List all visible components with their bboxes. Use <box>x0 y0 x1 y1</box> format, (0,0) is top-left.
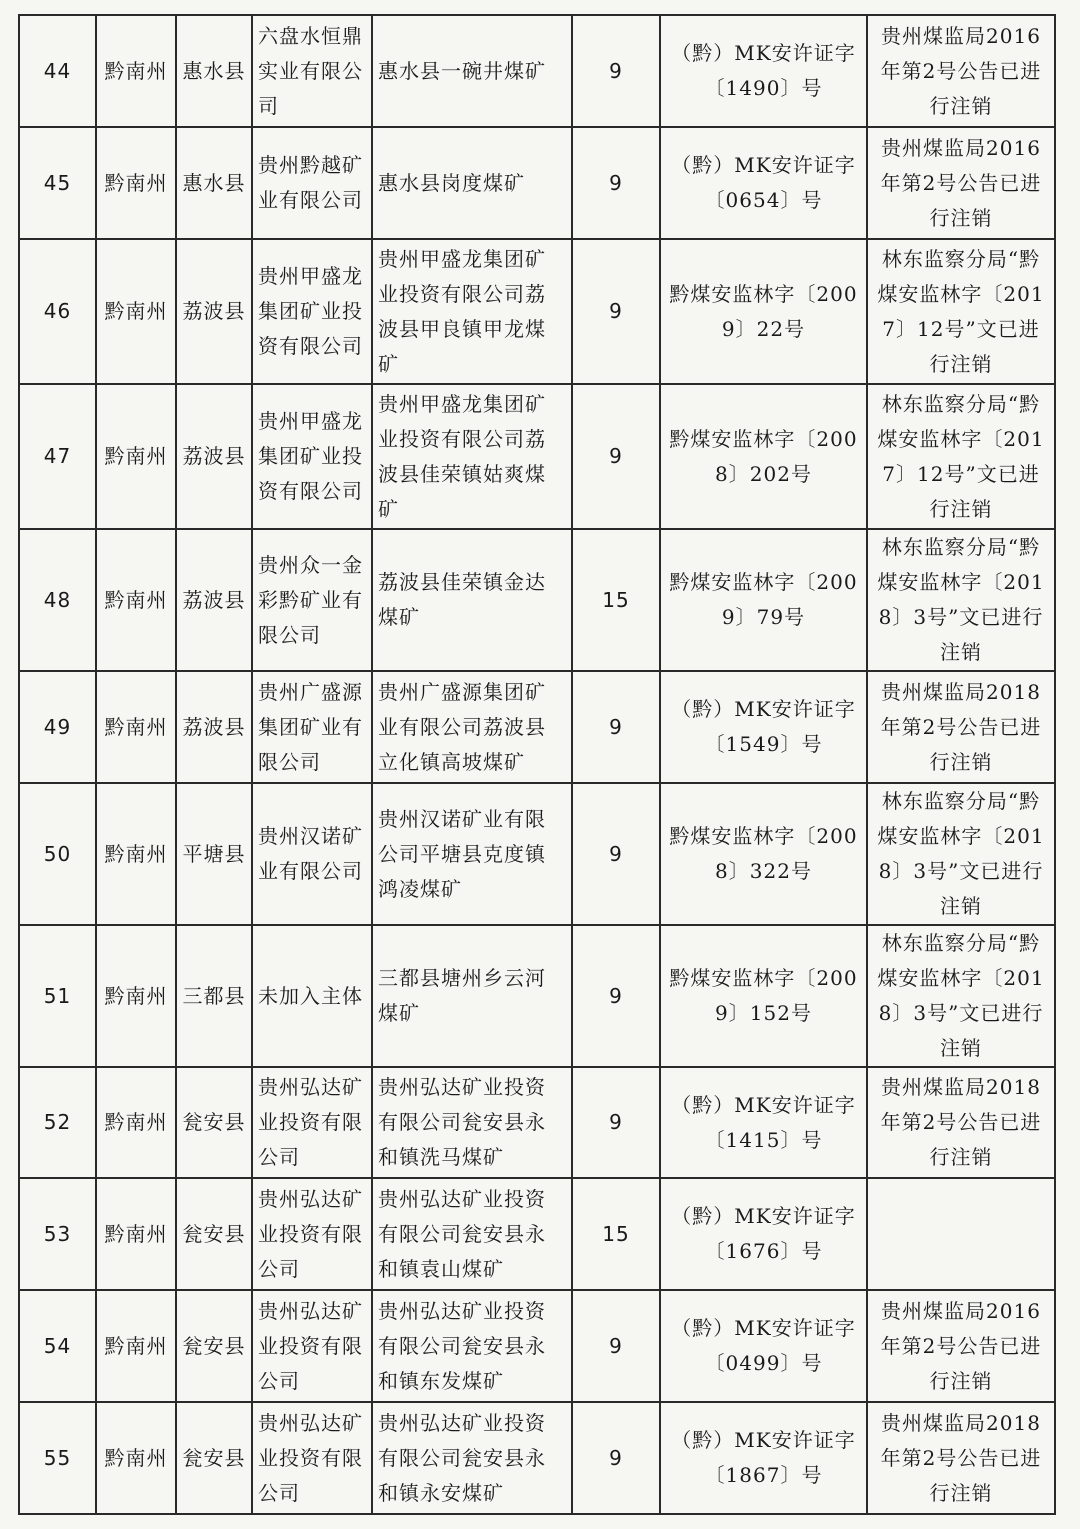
table-row <box>19 15 1055 127</box>
capacity-cell: 15 <box>572 529 660 671</box>
table-row <box>19 671 1055 783</box>
note-cell: 林东监察分局“黔煤安监林字〔2018〕3号”文已进行注销 <box>867 783 1055 925</box>
table-row <box>19 1178 1055 1290</box>
mine-name-cell: 三都县塘州乡云河煤矿 <box>372 925 572 1067</box>
capacity-cell: 9 <box>572 671 660 783</box>
capacity-cell: 9 <box>572 1290 660 1402</box>
note-cell: 贵州煤监局2016年第2号公告已进行注销 <box>867 15 1055 127</box>
owner-cell: 贵州众一金彩黔矿业有限公司 <box>252 529 372 671</box>
county-cell: 惠水县 <box>176 15 252 127</box>
prefecture-cell: 黔南州 <box>96 384 176 529</box>
row-number: 52 <box>19 1067 96 1178</box>
capacity-cell: 9 <box>572 783 660 925</box>
table-row <box>19 783 1055 925</box>
mine-name-cell: 贵州广盛源集团矿业有限公司荔波县立化镇高坡煤矿 <box>372 671 572 783</box>
capacity-cell: 9 <box>572 384 660 529</box>
table-row <box>19 127 1055 239</box>
note-cell <box>867 1178 1055 1290</box>
prefecture-cell: 黔南州 <box>96 1290 176 1402</box>
prefecture-cell: 黔南州 <box>96 1067 176 1178</box>
owner-cell: 贵州弘达矿业投资有限公司 <box>252 1402 372 1514</box>
row-number: 45 <box>19 127 96 239</box>
owner-cell: 未加入主体 <box>252 925 372 1067</box>
prefecture-cell: 黔南州 <box>96 671 176 783</box>
license-cell: （黔）MK安许证字〔0654〕号 <box>660 127 867 239</box>
prefecture-cell: 黔南州 <box>96 15 176 127</box>
capacity-cell: 9 <box>572 1402 660 1514</box>
license-cell: （黔）MK安许证字〔0499〕号 <box>660 1290 867 1402</box>
mine-name-cell: 惠水县岗度煤矿 <box>372 127 572 239</box>
owner-cell: 贵州甲盛龙集团矿业投资有限公司 <box>252 384 372 529</box>
county-cell: 惠水县 <box>176 127 252 239</box>
license-cell: （黔）MK安许证字〔1415〕号 <box>660 1067 867 1178</box>
owner-cell: 贵州广盛源集团矿业有限公司 <box>252 671 372 783</box>
county-cell: 三都县 <box>176 925 252 1067</box>
prefecture-cell: 黔南州 <box>96 925 176 1067</box>
note-cell: 林东监察分局“黔煤安监林字〔2017〕12号”文已进行注销 <box>867 239 1055 384</box>
row-number: 46 <box>19 239 96 384</box>
license-cell: 黔煤安监林字〔2009〕152号 <box>660 925 867 1067</box>
county-cell: 荔波县 <box>176 529 252 671</box>
owner-cell: 贵州弘达矿业投资有限公司 <box>252 1178 372 1290</box>
county-cell: 瓮安县 <box>176 1402 252 1514</box>
county-cell: 荔波县 <box>176 671 252 783</box>
note-cell: 贵州煤监局2016年第2号公告已进行注销 <box>867 127 1055 239</box>
capacity-cell: 9 <box>572 925 660 1067</box>
table-row <box>19 925 1055 1067</box>
prefecture-cell: 黔南州 <box>96 239 176 384</box>
mine-name-cell: 贵州甲盛龙集团矿业投资有限公司荔波县甲良镇甲龙煤矿 <box>372 239 572 384</box>
row-number: 48 <box>19 529 96 671</box>
mine-name-cell: 惠水县一碗井煤矿 <box>372 15 572 127</box>
capacity-cell: 9 <box>572 1067 660 1178</box>
license-cell: （黔）MK安许证字〔1549〕号 <box>660 671 867 783</box>
license-cell: （黔）MK安许证字〔1676〕号 <box>660 1178 867 1290</box>
mine-name-cell: 贵州汉诺矿业有限公司平塘县克度镇鸿凌煤矿 <box>372 783 572 925</box>
row-number: 44 <box>19 15 96 127</box>
capacity-cell: 9 <box>572 239 660 384</box>
owner-cell: 贵州弘达矿业投资有限公司 <box>252 1067 372 1178</box>
coal-mine-table <box>18 14 1056 1515</box>
mine-name-cell: 贵州弘达矿业投资有限公司瓮安县永和镇袁山煤矿 <box>372 1178 572 1290</box>
county-cell: 荔波县 <box>176 239 252 384</box>
row-number: 54 <box>19 1290 96 1402</box>
county-cell: 平塘县 <box>176 783 252 925</box>
prefecture-cell: 黔南州 <box>96 529 176 671</box>
capacity-cell: 9 <box>572 127 660 239</box>
prefecture-cell: 黔南州 <box>96 127 176 239</box>
prefecture-cell: 黔南州 <box>96 783 176 925</box>
note-cell: 贵州煤监局2016年第2号公告已进行注销 <box>867 1290 1055 1402</box>
row-number: 53 <box>19 1178 96 1290</box>
note-cell: 林东监察分局“黔煤安监林字〔2017〕12号”文已进行注销 <box>867 384 1055 529</box>
county-cell: 瓮安县 <box>176 1067 252 1178</box>
prefecture-cell: 黔南州 <box>96 1178 176 1290</box>
table-row <box>19 1290 1055 1402</box>
note-cell: 贵州煤监局2018年第2号公告已进行注销 <box>867 1402 1055 1514</box>
license-cell: （黔）MK安许证字〔1490〕号 <box>660 15 867 127</box>
note-cell: 贵州煤监局2018年第2号公告已进行注销 <box>867 671 1055 783</box>
note-cell: 贵州煤监局2018年第2号公告已进行注销 <box>867 1067 1055 1178</box>
row-number: 49 <box>19 671 96 783</box>
mine-name-cell: 荔波县佳荣镇金达煤矿 <box>372 529 572 671</box>
row-number: 50 <box>19 783 96 925</box>
mine-name-cell: 贵州弘达矿业投资有限公司瓮安县永和镇永安煤矿 <box>372 1402 572 1514</box>
table-row <box>19 1402 1055 1514</box>
license-cell: 黔煤安监林字〔2008〕322号 <box>660 783 867 925</box>
county-cell: 荔波县 <box>176 384 252 529</box>
license-cell: 黔煤安监林字〔2009〕22号 <box>660 239 867 384</box>
row-number: 51 <box>19 925 96 1067</box>
capacity-cell: 9 <box>572 15 660 127</box>
owner-cell: 六盘水恒鼎实业有限公司 <box>252 15 372 127</box>
capacity-cell: 15 <box>572 1178 660 1290</box>
row-number: 47 <box>19 384 96 529</box>
owner-cell: 贵州汉诺矿业有限公司 <box>252 783 372 925</box>
mine-name-cell: 贵州甲盛龙集团矿业投资有限公司荔波县佳荣镇姑爽煤矿 <box>372 384 572 529</box>
prefecture-cell: 黔南州 <box>96 1402 176 1514</box>
owner-cell: 贵州弘达矿业投资有限公司 <box>252 1290 372 1402</box>
mine-name-cell: 贵州弘达矿业投资有限公司瓮安县永和镇洗马煤矿 <box>372 1067 572 1178</box>
county-cell: 瓮安县 <box>176 1290 252 1402</box>
mine-name-cell: 贵州弘达矿业投资有限公司瓮安县永和镇东发煤矿 <box>372 1290 572 1402</box>
license-cell: 黔煤安监林字〔2009〕79号 <box>660 529 867 671</box>
owner-cell: 贵州黔越矿业有限公司 <box>252 127 372 239</box>
license-cell: 黔煤安监林字〔2008〕202号 <box>660 384 867 529</box>
table-row <box>19 1067 1055 1178</box>
note-cell: 林东监察分局“黔煤安监林字〔2018〕3号”文已进行注销 <box>867 529 1055 671</box>
table-row <box>19 384 1055 529</box>
table-row <box>19 529 1055 671</box>
note-cell: 林东监察分局“黔煤安监林字〔2018〕3号”文已进行注销 <box>867 925 1055 1067</box>
owner-cell: 贵州甲盛龙集团矿业投资有限公司 <box>252 239 372 384</box>
license-cell: （黔）MK安许证字〔1867〕号 <box>660 1402 867 1514</box>
table-row <box>19 239 1055 384</box>
county-cell: 瓮安县 <box>176 1178 252 1290</box>
row-number: 55 <box>19 1402 96 1514</box>
